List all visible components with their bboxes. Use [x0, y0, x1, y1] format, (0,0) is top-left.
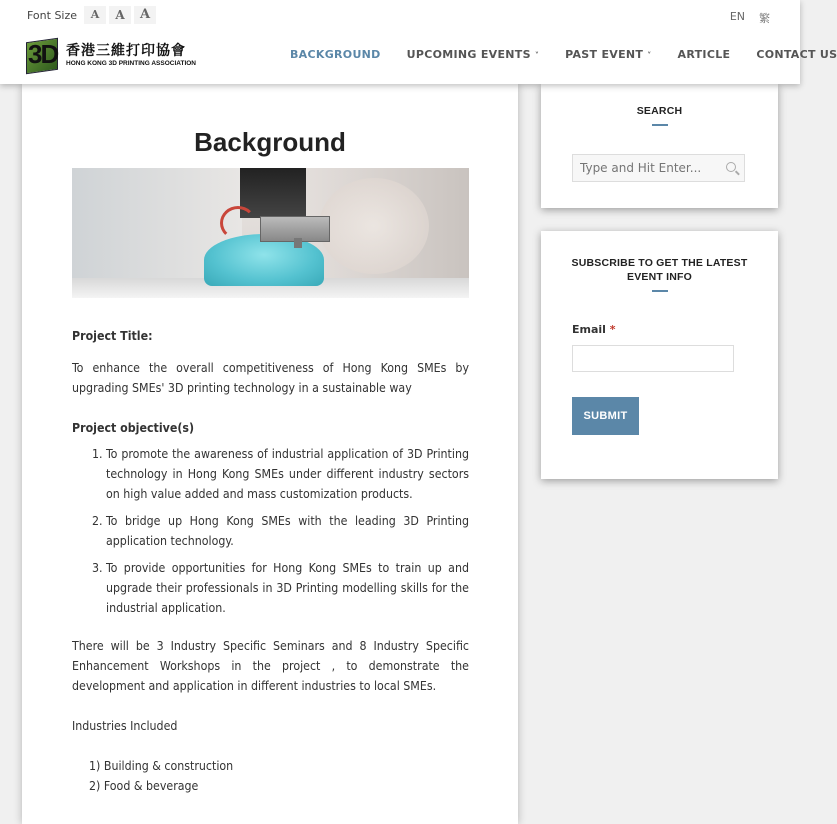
language-switcher	[730, 10, 770, 26]
nav-item-background[interactable]	[290, 48, 381, 61]
required-mark: *	[609, 323, 616, 336]
search-icon[interactable]	[726, 162, 736, 172]
subscribe-widget	[541, 231, 778, 479]
font-size-control	[27, 6, 156, 24]
search-widget	[541, 84, 778, 208]
language-tc-link[interactable]: 繁	[759, 12, 770, 25]
nav-item-contact-us[interactable]	[756, 48, 837, 61]
article-body	[72, 326, 469, 796]
objectives-heading: Project objective(s)	[72, 421, 195, 435]
logo-mark-icon	[24, 36, 62, 74]
nav-item-label: ARTICLE	[677, 48, 731, 61]
logo-name-cn: 香港三維打印協會	[66, 42, 186, 59]
search-input[interactable]	[573, 155, 720, 181]
chevron-down-icon: ˅	[534, 51, 540, 60]
nav-item-label: PAST EVENT	[565, 48, 644, 61]
title-underline	[652, 290, 668, 292]
title-underline	[652, 124, 668, 126]
site-header	[0, 0, 837, 84]
email-label	[572, 323, 616, 336]
language-en-link[interactable]: EN	[729, 10, 745, 23]
project-title-heading: Project Title:	[72, 329, 153, 343]
email-label-text: Email	[572, 323, 606, 336]
submit-button[interactable]: SUBMIT	[572, 397, 639, 435]
font-size-label: Font Size	[27, 8, 78, 22]
nav-item-label: UPCOMING EVENTS	[406, 48, 531, 61]
industries-heading: Industries Included	[72, 719, 178, 733]
site-logo[interactable]	[24, 36, 196, 74]
list-item: 1. To promote the awareness of industrial application of 3D Printing technology in Hong Kong SMEs under different industry sectors on high value added and mass customization products.	[106, 444, 469, 504]
font-size-large-button[interactable]: A	[134, 6, 156, 24]
logo-mark-text: 3D	[28, 39, 58, 69]
list-item: 1) Building & construction	[89, 759, 234, 773]
list-item: 3. To provide opportunities for Hong Kong SMEs to train up and upgrade their professionals in 3D Printing modelling skills for the industrial application.	[106, 558, 469, 618]
nav-item-article[interactable]	[678, 48, 731, 61]
objectives-list	[72, 444, 469, 618]
search-widget-title: SEARCH	[636, 105, 683, 117]
hero-image-3d-printer	[72, 168, 469, 298]
main-nav	[290, 48, 837, 61]
font-size-small-button[interactable]: A	[84, 6, 106, 24]
list-item: 2) Food & beverage	[89, 779, 199, 793]
nav-item-past-event[interactable]	[565, 48, 651, 61]
nav-item-label: CONTACT US	[756, 48, 837, 61]
subscribe-widget-title: SUBSCRIBE TO GET THE LATEST EVENT INFO	[571, 257, 748, 283]
logo-text	[66, 43, 196, 68]
nav-item-upcoming-events[interactable]	[407, 48, 540, 61]
logo-name-en: HONG KONG 3D PRINTING ASSOCIATION	[66, 59, 197, 67]
nav-item-label: BACKGROUND	[290, 48, 381, 61]
email-field[interactable]	[572, 345, 734, 372]
search-box	[572, 154, 745, 182]
page-title: Background	[194, 127, 346, 158]
project-title-text: To enhance the overall competitiveness of Hong Kong SMEs by upgrading SMEs' 3D printing technology in a sustainable way	[72, 361, 469, 395]
font-size-medium-button[interactable]: A	[109, 6, 131, 24]
list-item: 2. To bridge up Hong Kong SMEs with the leading 3D Printing application technology.	[106, 511, 469, 551]
chevron-down-icon: ˅	[647, 51, 652, 60]
seminars-text: There will be 3 Industry Specific Seminars and 8 Industry Specific Enhancement Workshops in the project , to demonstrate the development and application in different industries to local SMEs.	[72, 639, 469, 693]
